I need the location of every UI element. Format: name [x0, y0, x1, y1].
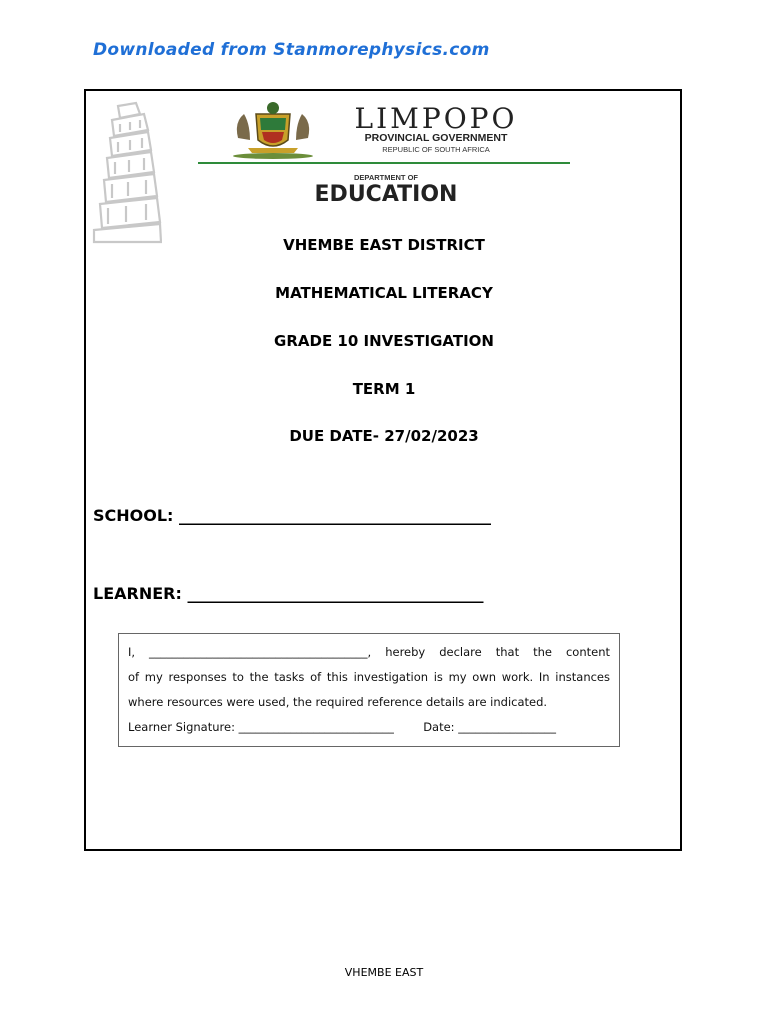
department-name: EDUCATION — [314, 182, 458, 207]
signature-row — [128, 715, 610, 740]
school-label: SCHOOL: — [93, 506, 174, 525]
coat-of-arms-icon — [228, 100, 318, 160]
download-watermark: Downloaded from Stanmorephysics.com — [93, 40, 490, 60]
province-name: LIMPOPO — [354, 102, 518, 135]
date-blank: _________________ — [458, 720, 556, 734]
declaration-line-2: of my responses to the tasks of this investigation is my own work. In instances — [128, 670, 610, 684]
subject-title: MATHEMATICAL LITERACY — [275, 284, 493, 302]
grade-task-title: GRADE 10 INVESTIGATION — [274, 332, 494, 350]
declaration-box — [118, 633, 620, 747]
page-footer: VHEMBE EAST — [344, 966, 424, 979]
signature-blank: ___________________________ — [238, 720, 394, 734]
date-label: Date: — [423, 720, 455, 734]
government-label: PROVINCIAL GOVERNMENT — [364, 132, 508, 144]
signature-label: Learner Signature: — [128, 720, 235, 734]
leaning-tower-icon — [90, 100, 162, 245]
district-title: VHEMBE EAST DISTRICT — [283, 236, 485, 254]
learner-label: LEARNER: — [93, 584, 182, 603]
term-title: TERM 1 — [352, 380, 416, 398]
due-date-title: DUE DATE- 27/02/2023 — [289, 427, 479, 445]
declaration-line-3: where resources were used, the required reference details are indicated. — [128, 695, 548, 709]
logo-divider — [198, 162, 570, 164]
learner-blank: _____________________________________ — [187, 584, 484, 603]
learner-field — [93, 584, 483, 603]
declaration-line-1: I, ______________________________________, hereby declare that the content — [128, 645, 610, 659]
school-field — [93, 506, 491, 525]
department-of-label: DEPARTMENT OF — [353, 173, 419, 182]
limpopo-education-logo — [196, 96, 576, 216]
school-blank: _______________________________________ — [179, 506, 492, 525]
country-label: REPUBLIC OF SOUTH AFRICA — [382, 145, 490, 154]
